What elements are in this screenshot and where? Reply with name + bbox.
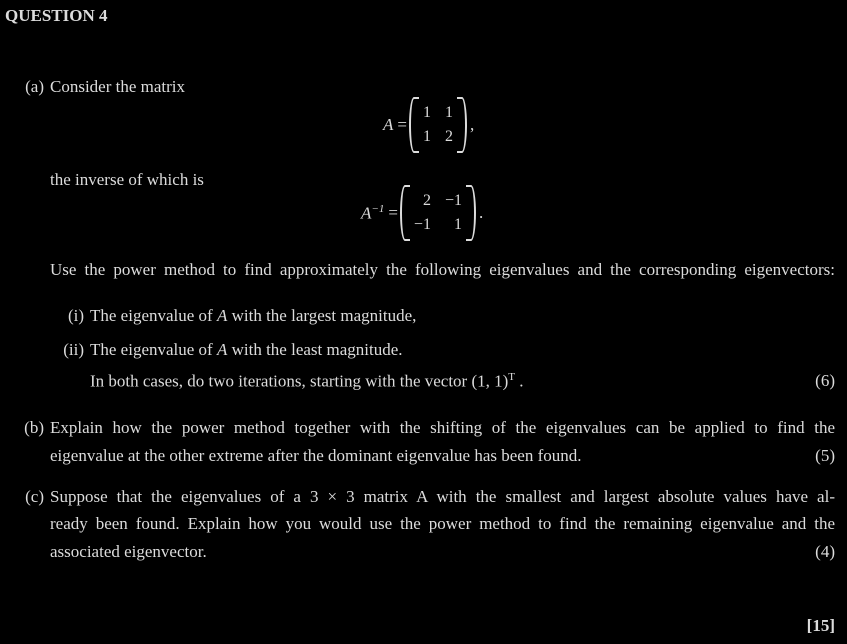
part-b-line2: eigenvalue at the other extreme after the dominant eigenvalue has been found. xyxy=(50,446,582,465)
matrix-cell: 2 xyxy=(444,128,453,145)
item-ii-label: (ii) xyxy=(63,340,84,359)
part-a-marks: (6) xyxy=(815,371,835,390)
left-paren-icon xyxy=(400,185,410,241)
item-i-label: (i) xyxy=(67,306,84,325)
matrix-a-comma: , xyxy=(469,115,475,134)
matrix-cell: −1 xyxy=(413,216,431,233)
matrix-ainv-equals: = xyxy=(388,203,398,222)
matrix-ainv-period: . xyxy=(478,203,484,222)
question-title: QUESTION 4 xyxy=(5,6,108,25)
part-c-line3: associated eigenvector. xyxy=(50,542,207,561)
iteration-note: In both cases, do two iterations, starting with the vector (1, 1)$^T$ . xyxy=(90,371,524,391)
transpose-superscript: T xyxy=(508,371,516,383)
matrix-a-lhs: A xyxy=(383,115,394,134)
part-b-label: (b) xyxy=(24,418,44,437)
total-marks: [15] xyxy=(806,616,835,635)
right-paren-icon xyxy=(457,97,467,153)
part-a-intro: Consider the matrix xyxy=(50,77,186,96)
matrix-cell: 1 xyxy=(422,104,431,121)
part-b-marks: (5) xyxy=(815,446,835,465)
matrix-cell: 1 xyxy=(453,216,462,233)
matrix-cell: −1 xyxy=(444,192,462,209)
part-c-marks: (4) xyxy=(815,542,835,561)
matrix-cell: 1 xyxy=(444,104,453,121)
item-i-text: The eigenvalue of A with the largest magnitude, xyxy=(90,306,417,325)
matrix-cell: 1 xyxy=(422,128,431,145)
part-c-line2: ready been found. Explain how you would use the power method to find the remaining eigenvalue and the xyxy=(50,514,835,533)
matrix-cell: 2 xyxy=(422,192,431,209)
inverse-text: the inverse of which is xyxy=(50,170,204,189)
matrix-ainv-lhs: $A^{-1}$ xyxy=(361,202,385,223)
matrix-a-equals: = xyxy=(397,115,407,134)
part-a-label: (a) xyxy=(25,77,44,96)
matrix-a-cells xyxy=(419,104,457,146)
part-c-line1: Suppose that the eigenvalues of a 3 × 3 matrix A with the smallest and largest absolute values have al- xyxy=(50,487,835,506)
part-a-instruction: Use the power method to find approximately the following eigenvalues and the corresponding eigenvectors: xyxy=(50,260,835,279)
matrix-a xyxy=(383,97,474,153)
inverse-superscript: −1 xyxy=(371,202,385,215)
part-b-line1: Explain how the power method together with the shifting of the eigenvalues can be applied to find the xyxy=(50,418,835,437)
right-paren-icon xyxy=(466,185,476,241)
matrix-a-inverse xyxy=(361,185,483,241)
part-c-label: (c) xyxy=(25,487,44,506)
item-ii-text: The eigenvalue of A with the least magnitude. xyxy=(90,340,403,359)
left-paren-icon xyxy=(409,97,419,153)
matrix-ainv-cells xyxy=(410,192,466,234)
